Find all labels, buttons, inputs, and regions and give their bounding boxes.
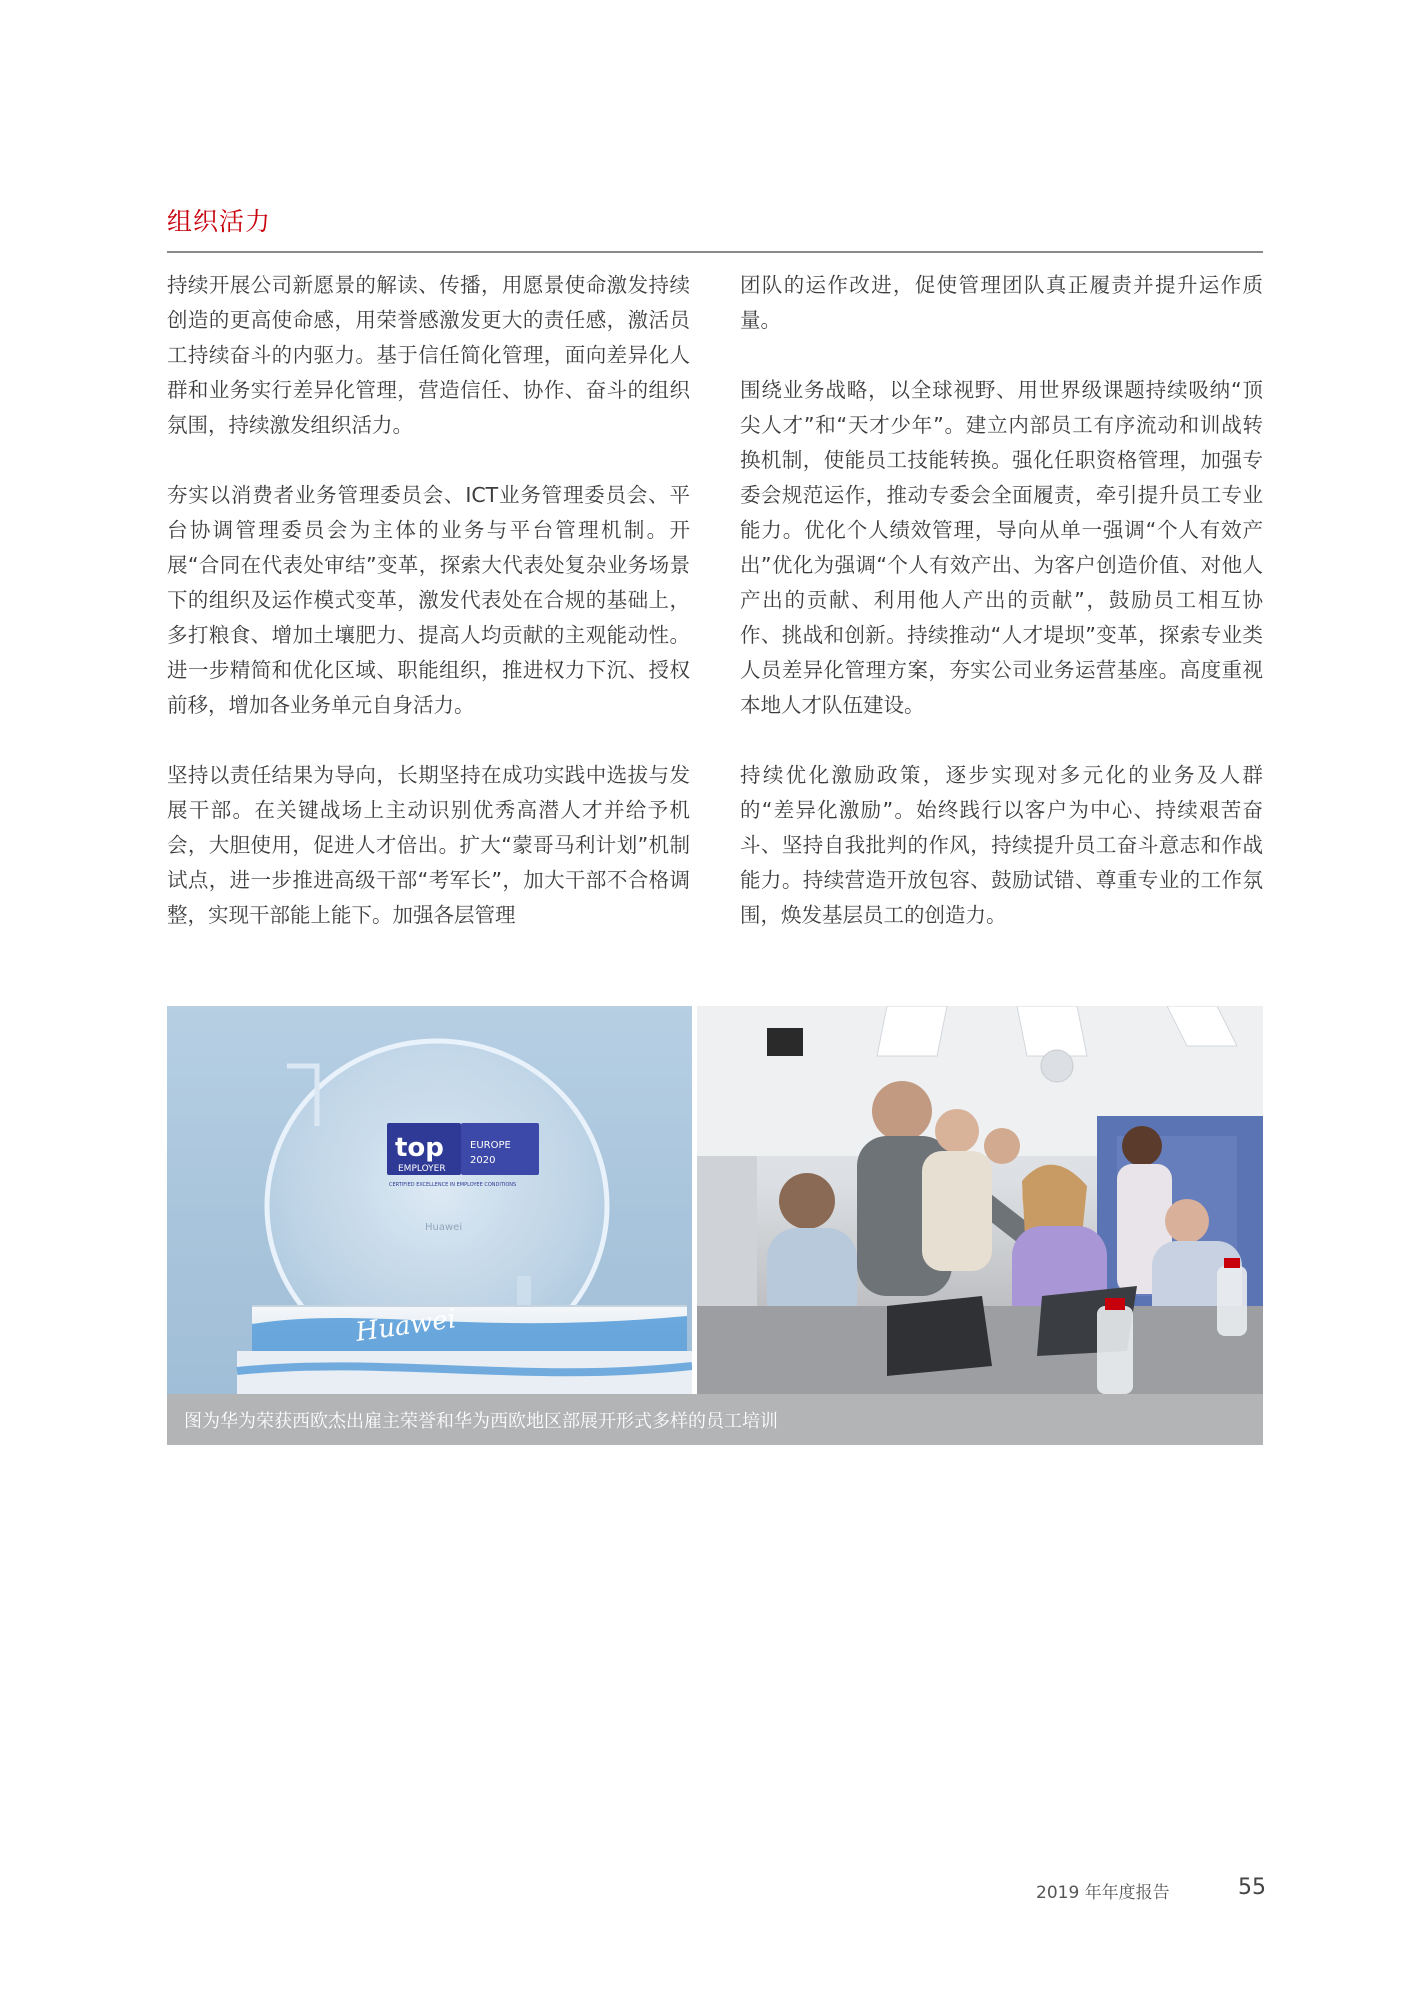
page-number: 55: [1238, 1875, 1266, 1900]
left-text-column: [167, 268, 690, 968]
paragraph: 夯实以消费者业务管理委员会、ICT业务管理委员会、平台协调管理委员会为主体的业务与平台管理机制。开展“合同在代表处审结”变革，探索大代表处复杂业务场景下的组织及运作模式变革，激发代表处在合规的基础上，多打粮食、增加土壤肥力、提高人均贡献的主观能动性。进一步精简和优化区域、职能组织，推进权力下沉、授权前移，增加各业务单元自身活力。: [167, 483, 690, 717]
badge-region-text: EUROPE: [470, 1140, 511, 1151]
badge-logo-text: top: [395, 1133, 444, 1163]
footer-report-label: 2019 年年度报告: [1036, 1883, 1170, 1903]
paragraph: 持续开展公司新愿景的解读、传播，用愿景使命激发持续创造的更高使命感，用荣誉感激发更大的责任感，激活员工持续奋斗的内驱力。基于信任简化管理，面向差异化人群和业务实行差异化管理，营造信任、协作、奋斗的组织氛围，持续激发组织活力。: [167, 273, 690, 437]
right-text-column: [740, 268, 1263, 968]
badge-year-text: 2020: [470, 1155, 496, 1166]
photo-caption: 图为华为荣获西欧杰出雇主荣誉和华为西欧地区部展开形式多样的员工培训: [184, 1411, 778, 1432]
paragraph: 围绕业务战略，以全球视野、用世界级课题持续吸纳“顶尖人才”和“天才少年”。建立内部员工有序流动和训战转换机制，使能员工技能转换。强化任职资格管理，加强专委会规范运作，推动专委会全面履责，牵引提升员工专业能力。优化个人绩效管理，导向从单一强调“个人有效产出”优化为强调“个人有效产出、为客户创造价值、对他人产出的贡献、利用他人产出的贡献”，鼓励员工相互协作、挑战和创新。持续推动“人才堤坝”变革，探索专业类人员差异化管理方案，夯实公司业务运营基座。高度重视本地人才队伍建设。: [740, 378, 1263, 717]
badge-certified-text: CERTIFIED EXCELLENCE IN EMPLOYEE CONDITIONS: [389, 1182, 517, 1188]
paragraph: 持续优化激励政策，逐步实现对多元化的业务及人群的“差异化激励”。始终践行以客户为中心、持续艰苦奋斗、坚持自我批判的作风，持续提升员工奋斗意志和作战能力。持续营造开放包容、鼓励试错、尊重专业的工作氛围，焕发基层员工的创造力。: [740, 763, 1263, 927]
award-photo: [167, 1006, 692, 1394]
training-photo: [697, 1006, 1263, 1394]
title-divider: [167, 251, 1263, 253]
award-trophy-illustration: [167, 1006, 692, 1394]
paragraph: 坚持以责任结果为导向，长期坚持在成功实践中选拔与发展干部。在关键战场上主动识别优秀高潜人才并给予机会，大胆使用，促进人才倍出。扩大“蒙哥马利计划”机制试点，进一步推进高级干部“考军长”，加大干部不合格调整，实现干部能上能下。加强各层管理: [167, 763, 690, 927]
paragraph: 团队的运作改进，促使管理团队真正履责并提升运作质量。: [740, 273, 1263, 332]
photo-caption-bar: [167, 1394, 1263, 1445]
badge-employer-text: EMPLOYER: [398, 1164, 446, 1174]
training-session-illustration: [697, 1006, 1263, 1394]
trophy-engraving-text: Huawei: [425, 1222, 463, 1233]
book-brand-text: Huawei: [353, 1304, 458, 1348]
section-title: 组织活力: [167, 207, 272, 236]
